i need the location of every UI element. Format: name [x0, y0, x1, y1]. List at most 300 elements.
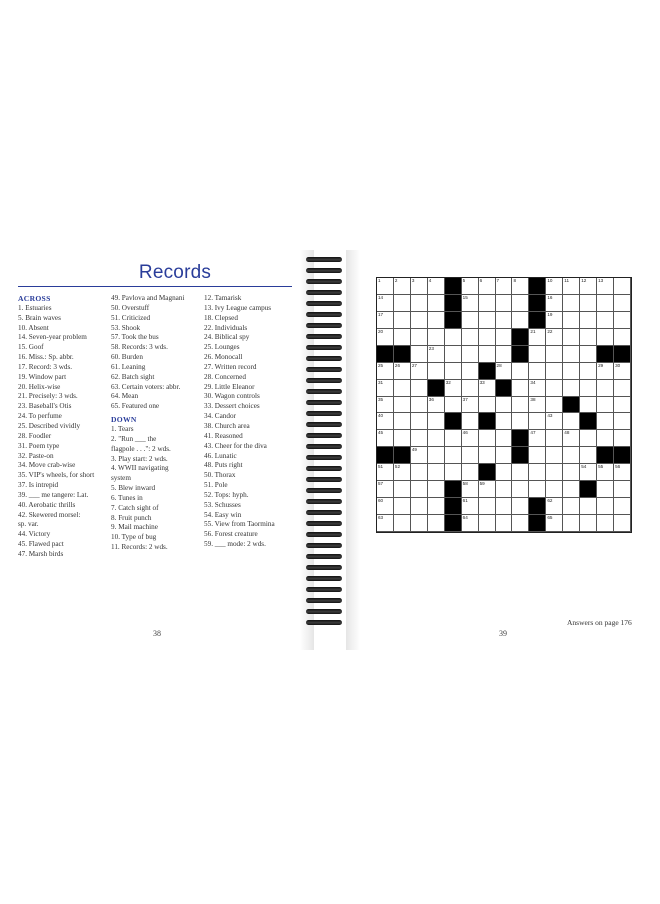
grid-cell[interactable]	[428, 464, 445, 481]
grid-cell[interactable]	[428, 430, 445, 447]
grid-cell[interactable]	[411, 346, 428, 363]
grid-cell[interactable]	[597, 498, 614, 515]
grid-cell[interactable]	[377, 464, 394, 481]
grid-cell[interactable]	[597, 413, 614, 430]
clue-item: 17. Record: 3 wds.	[18, 362, 73, 371]
grid-cell[interactable]	[512, 363, 529, 380]
grid-cell[interactable]	[614, 515, 631, 532]
black-square	[597, 346, 614, 363]
grid-cell[interactable]	[614, 397, 631, 414]
grid-cell[interactable]	[479, 498, 496, 515]
grid-cell[interactable]	[479, 380, 496, 397]
grid-cell[interactable]	[512, 498, 529, 515]
grid-cell[interactable]	[563, 413, 580, 430]
grid-cell[interactable]	[479, 295, 496, 312]
grid-cell[interactable]	[529, 346, 546, 363]
across-clue-list-2	[111, 294, 184, 412]
spiral-ring	[304, 378, 344, 384]
grid-cell[interactable]	[377, 329, 394, 346]
grid-cell[interactable]	[462, 346, 479, 363]
clue-item: 58. Records: 3 wds.	[111, 343, 168, 352]
grid-cell[interactable]	[496, 447, 513, 464]
grid-cell[interactable]	[445, 329, 462, 346]
grid-cell[interactable]	[496, 498, 513, 515]
clue-item: 48. Puts right	[204, 461, 243, 470]
grid-cell[interactable]	[462, 447, 479, 464]
grid-cell[interactable]	[394, 430, 411, 447]
grid-cell[interactable]	[411, 464, 428, 481]
grid-cell[interactable]	[546, 515, 563, 532]
grid-cell[interactable]	[394, 363, 411, 380]
clue-number: 43	[547, 413, 553, 419]
grid-cell[interactable]	[563, 346, 580, 363]
grid-cell[interactable]	[496, 397, 513, 414]
grid-cell[interactable]	[445, 430, 462, 447]
clue-number: 33	[479, 379, 485, 385]
clue-number: 20	[378, 328, 384, 334]
grid-cell[interactable]	[597, 278, 614, 295]
grid-cell[interactable]	[529, 380, 546, 397]
grid-cell[interactable]	[614, 430, 631, 447]
clue-item: 9. Mail machine	[111, 523, 158, 532]
grid-cell[interactable]	[597, 363, 614, 380]
clue-number: 7	[496, 278, 500, 283]
grid-cell[interactable]	[563, 329, 580, 346]
grid-cell[interactable]	[428, 498, 445, 515]
clue-number: 52	[394, 464, 401, 470]
clue-item: 46. Lunatic	[204, 451, 237, 460]
clue-item: 1. Tears	[111, 424, 134, 433]
grid-cell[interactable]	[445, 363, 462, 380]
clue-item: 23. Baseball's Otis	[18, 402, 72, 411]
grid-cell[interactable]	[377, 363, 394, 380]
grid-cell[interactable]	[614, 295, 631, 312]
grid-cell[interactable]	[445, 464, 462, 481]
clue-item: 44. Victory	[18, 530, 51, 539]
grid-cell[interactable]	[580, 464, 597, 481]
grid-cell[interactable]	[479, 447, 496, 464]
black-square	[445, 295, 462, 312]
grid-cell[interactable]	[428, 447, 445, 464]
clue-item: 33. Dessert choices	[204, 402, 260, 411]
grid-cell[interactable]	[462, 498, 479, 515]
grid-cell[interactable]	[377, 397, 394, 414]
spiral-ring	[304, 301, 344, 307]
grid-cell[interactable]	[479, 346, 496, 363]
grid-cell[interactable]	[411, 397, 428, 414]
grid-cell[interactable]	[597, 515, 614, 532]
black-square	[394, 346, 411, 363]
clue-item: 35. VIP's wheels, for short	[18, 471, 95, 480]
black-square	[394, 447, 411, 464]
clue-item: 63. Certain voters: abbr.	[111, 382, 181, 391]
grid-cell[interactable]	[563, 363, 580, 380]
clue-number: 5	[462, 278, 466, 283]
spiral-ring	[304, 433, 344, 439]
clue-item: 8. Fruit punch	[111, 513, 152, 522]
gutter-shadow-right	[346, 250, 360, 650]
clue-column-2	[111, 294, 184, 553]
grid-cell[interactable]	[411, 278, 428, 295]
clue-number: 11	[564, 278, 570, 283]
grid-cell[interactable]	[462, 413, 479, 430]
clue-number: 56	[615, 464, 621, 470]
grid-cell[interactable]	[428, 413, 445, 430]
grid-cell[interactable]	[377, 312, 394, 329]
grid-cell[interactable]	[462, 515, 479, 532]
grid-cell[interactable]	[411, 329, 428, 346]
grid-cell[interactable]	[496, 481, 513, 498]
grid-cell[interactable]	[546, 295, 563, 312]
grid-cell[interactable]	[563, 498, 580, 515]
grid-cell[interactable]	[377, 380, 394, 397]
grid-cell[interactable]	[462, 380, 479, 397]
spiral-ring	[304, 499, 344, 505]
grid-cell[interactable]	[394, 515, 411, 532]
grid-cell[interactable]	[529, 329, 546, 346]
grid-cell[interactable]	[512, 397, 529, 414]
grid-cell[interactable]	[479, 278, 496, 295]
spiral-ring	[304, 323, 344, 329]
grid-cell[interactable]	[394, 312, 411, 329]
clue-item: 16. Miss.: Sp. abbr.	[18, 353, 74, 362]
black-square	[428, 380, 445, 397]
clue-item: 20. Helix-wise	[18, 382, 61, 391]
black-square	[580, 481, 597, 498]
grid-cell[interactable]	[462, 397, 479, 414]
grid-cell[interactable]	[580, 278, 597, 295]
grid-cell[interactable]	[394, 278, 411, 295]
grid-cell[interactable]	[546, 312, 563, 329]
grid-cell[interactable]	[377, 481, 394, 498]
grid-cell[interactable]	[529, 413, 546, 430]
clue-item: 21. Precisely: 3 wds.	[18, 392, 78, 401]
grid-cell[interactable]	[614, 312, 631, 329]
grid-cell[interactable]	[445, 346, 462, 363]
page-number-left: 38	[153, 629, 161, 638]
grid-cell[interactable]	[597, 295, 614, 312]
down-clue-list-1	[111, 425, 184, 553]
grid-cell[interactable]	[411, 515, 428, 532]
grid-cell[interactable]	[546, 481, 563, 498]
across-heading: ACROSS	[18, 294, 51, 303]
black-square	[445, 515, 462, 532]
grid-cell[interactable]	[512, 464, 529, 481]
clue-item: 61. Leaning	[111, 362, 146, 371]
grid-cell[interactable]	[563, 447, 580, 464]
clue-number: 26	[394, 362, 401, 368]
clue-item: 28. Concerned	[204, 372, 246, 381]
grid-cell[interactable]	[597, 430, 614, 447]
grid-cell[interactable]	[546, 464, 563, 481]
grid-cell[interactable]	[496, 363, 513, 380]
grid-cell[interactable]	[563, 295, 580, 312]
grid-cell[interactable]	[580, 430, 597, 447]
clue-item: 25. Described vividly	[18, 421, 81, 430]
grid-cell[interactable]	[597, 464, 614, 481]
grid-cell[interactable]	[411, 295, 428, 312]
clue-number: 6	[479, 278, 483, 283]
grid-cell[interactable]	[563, 464, 580, 481]
grid-cell[interactable]	[462, 329, 479, 346]
grid-cell[interactable]	[563, 515, 580, 532]
clue-item: 43. Cheer for the diva	[204, 441, 267, 450]
spiral-ring	[304, 543, 344, 549]
clue-item: 40. Aerobatic thrills	[18, 500, 76, 509]
grid-cell[interactable]	[462, 278, 479, 295]
grid-cell[interactable]	[529, 464, 546, 481]
grid-cell[interactable]	[496, 312, 513, 329]
spiral-ring	[304, 279, 344, 285]
black-square	[479, 363, 496, 380]
grid-cell[interactable]	[597, 397, 614, 414]
grid-cell[interactable]	[512, 413, 529, 430]
black-square	[377, 447, 394, 464]
grid-cell[interactable]	[496, 464, 513, 481]
grid-cell[interactable]	[479, 312, 496, 329]
spiral-ring	[304, 565, 344, 571]
clue-item: 60. Burden	[111, 353, 143, 362]
grid-cell[interactable]	[411, 447, 428, 464]
grid-cell[interactable]	[546, 447, 563, 464]
grid-cell[interactable]	[597, 329, 614, 346]
grid-cell[interactable]	[580, 515, 597, 532]
grid-cell[interactable]	[462, 430, 479, 447]
black-square	[529, 515, 546, 532]
grid-cell[interactable]	[377, 413, 394, 430]
spiral-ring	[304, 312, 344, 318]
clue-number: 12	[581, 278, 587, 283]
grid-cell[interactable]	[563, 430, 580, 447]
grid-cell[interactable]	[546, 380, 563, 397]
grid-cell[interactable]	[546, 397, 563, 414]
grid-cell[interactable]	[462, 363, 479, 380]
down-clue-list-2	[204, 294, 275, 550]
clue-number: 58	[462, 481, 468, 487]
grid-cell[interactable]	[496, 430, 513, 447]
clue-number: 23	[428, 345, 434, 351]
grid-cell[interactable]	[580, 397, 597, 414]
grid-cell[interactable]	[580, 295, 597, 312]
grid-cell[interactable]	[411, 413, 428, 430]
grid-cell[interactable]	[496, 515, 513, 532]
grid-cell[interactable]	[428, 346, 445, 363]
grid-cell[interactable]	[411, 481, 428, 498]
grid-cell[interactable]	[614, 481, 631, 498]
black-square	[614, 447, 631, 464]
black-square	[563, 397, 580, 414]
grid-cell[interactable]	[411, 363, 428, 380]
clue-number: 3	[411, 278, 415, 283]
grid-cell[interactable]	[597, 312, 614, 329]
clue-item: 34. Move crab-wise	[18, 461, 76, 470]
clue-item: 5. Blew inward	[111, 484, 156, 493]
clue-item: sp. var.	[18, 520, 39, 529]
grid-cell[interactable]	[377, 430, 394, 447]
grid-cell[interactable]	[428, 397, 445, 414]
grid-cell[interactable]	[445, 397, 462, 414]
spiral-ring	[304, 422, 344, 428]
grid-cell[interactable]	[496, 295, 513, 312]
grid-cell[interactable]	[411, 430, 428, 447]
grid-cell[interactable]	[445, 447, 462, 464]
spiral-ring	[304, 444, 344, 450]
grid-cell[interactable]	[580, 329, 597, 346]
black-square	[512, 346, 529, 363]
grid-cell[interactable]	[512, 312, 529, 329]
grid-cell[interactable]	[546, 498, 563, 515]
grid-cell[interactable]	[529, 430, 546, 447]
spiral-binding	[304, 257, 344, 635]
grid-cell[interactable]	[377, 515, 394, 532]
clue-item: 57. Took the bus	[111, 333, 159, 342]
clue-number: 36	[428, 396, 434, 402]
grid-cell[interactable]	[411, 312, 428, 329]
grid-cell[interactable]	[394, 464, 411, 481]
clue-number: 29	[598, 362, 604, 368]
clue-item: 59. ___ mode: 2 wds.	[204, 540, 266, 549]
grid-cell[interactable]	[512, 481, 529, 498]
spiral-ring	[304, 620, 344, 626]
grid-cell[interactable]	[580, 498, 597, 515]
grid-cell[interactable]	[462, 481, 479, 498]
black-square	[445, 498, 462, 515]
grid-cell[interactable]	[394, 329, 411, 346]
clue-number: 19	[547, 311, 553, 317]
grid-cell[interactable]	[563, 481, 580, 498]
clue-number: 4	[428, 278, 432, 283]
spiral-ring	[304, 356, 344, 362]
grid-cell[interactable]	[546, 329, 563, 346]
clue-number: 63	[378, 515, 384, 521]
grid-cell[interactable]	[580, 447, 597, 464]
grid-cell[interactable]	[563, 278, 580, 295]
clue-item: 62. Batch sight	[111, 372, 155, 381]
grid-cell[interactable]	[462, 295, 479, 312]
grid-cell[interactable]	[614, 380, 631, 397]
spiral-ring	[304, 587, 344, 593]
grid-cell[interactable]	[546, 278, 563, 295]
grid-cell[interactable]	[512, 295, 529, 312]
grid-cell[interactable]	[597, 380, 614, 397]
grid-cell[interactable]	[614, 329, 631, 346]
grid-cell[interactable]	[546, 430, 563, 447]
black-square	[496, 380, 513, 397]
grid-cell[interactable]	[580, 380, 597, 397]
clue-number: 62	[547, 498, 553, 504]
grid-cell[interactable]	[580, 312, 597, 329]
grid-cell[interactable]	[614, 278, 631, 295]
grid-cell[interactable]	[614, 413, 631, 430]
grid-cell[interactable]	[462, 312, 479, 329]
clue-number: 15	[462, 294, 468, 300]
grid-cell[interactable]	[428, 329, 445, 346]
grid-cell[interactable]	[394, 397, 411, 414]
grid-cell[interactable]	[394, 380, 411, 397]
grid-cell[interactable]	[428, 278, 445, 295]
clue-item: 22. Individuals	[204, 323, 248, 332]
grid-cell[interactable]	[428, 515, 445, 532]
grid-cell[interactable]	[428, 295, 445, 312]
spiral-ring	[304, 389, 344, 395]
clue-number: 17	[378, 311, 384, 317]
grid-cell[interactable]	[377, 278, 394, 295]
spiral-ring	[304, 290, 344, 296]
grid-cell[interactable]	[496, 278, 513, 295]
spiral-ring	[304, 466, 344, 472]
grid-cell[interactable]	[546, 346, 563, 363]
clue-item: 31. Poem type	[18, 441, 60, 450]
clue-number: 49	[411, 447, 417, 453]
spiral-ring	[304, 345, 344, 351]
grid-cell[interactable]	[479, 515, 496, 532]
clue-number: 22	[547, 328, 553, 334]
clue-item: 51. Criticized	[111, 313, 151, 322]
grid-cell[interactable]	[411, 380, 428, 397]
grid-cell[interactable]	[377, 498, 394, 515]
grid-cell[interactable]	[614, 464, 631, 481]
grid-cell[interactable]	[445, 380, 462, 397]
grid-cell[interactable]	[614, 363, 631, 380]
grid-cell[interactable]	[479, 481, 496, 498]
clue-item: 24. To perfume	[18, 412, 62, 421]
grid-cell[interactable]	[394, 498, 411, 515]
grid-cell[interactable]	[512, 515, 529, 532]
grid-cell[interactable]	[512, 278, 529, 295]
grid-cell[interactable]	[580, 346, 597, 363]
grid-cell[interactable]	[529, 363, 546, 380]
grid-cell[interactable]	[496, 329, 513, 346]
grid-cell[interactable]	[394, 413, 411, 430]
grid-cell[interactable]	[512, 380, 529, 397]
grid-cell[interactable]	[411, 498, 428, 515]
grid-cell[interactable]	[377, 295, 394, 312]
grid-cell[interactable]	[394, 295, 411, 312]
grid-cell[interactable]	[546, 413, 563, 430]
grid-cell[interactable]	[428, 363, 445, 380]
grid-cell[interactable]	[614, 498, 631, 515]
grid-cell[interactable]	[529, 397, 546, 414]
grid-cell[interactable]	[546, 363, 563, 380]
grid-cell[interactable]	[479, 397, 496, 414]
grid-cell[interactable]	[529, 447, 546, 464]
grid-cell[interactable]	[563, 380, 580, 397]
crossword-grid[interactable]	[376, 277, 632, 533]
grid-cell[interactable]	[428, 481, 445, 498]
grid-cell[interactable]	[496, 413, 513, 430]
grid-cell[interactable]	[597, 481, 614, 498]
clue-item: 28. Foodler	[18, 431, 52, 440]
black-square	[529, 295, 546, 312]
clue-item: 5. Brain waves	[18, 313, 61, 322]
clue-number: 65	[547, 515, 553, 521]
grid-cell[interactable]	[394, 481, 411, 498]
clue-item: 14. Seven-year problem	[18, 333, 87, 342]
clue-number: 48	[564, 430, 570, 436]
grid-cell[interactable]	[428, 312, 445, 329]
grid-cell[interactable]	[529, 481, 546, 498]
black-square	[529, 278, 546, 295]
clue-number: 40	[378, 413, 384, 419]
clue-number: 60	[378, 498, 384, 504]
grid-cell[interactable]	[580, 363, 597, 380]
grid-cell[interactable]	[496, 346, 513, 363]
grid-cell[interactable]	[563, 312, 580, 329]
spiral-ring	[304, 455, 344, 461]
grid-cell[interactable]	[479, 430, 496, 447]
grid-cell[interactable]	[479, 329, 496, 346]
grid-cell[interactable]	[462, 464, 479, 481]
